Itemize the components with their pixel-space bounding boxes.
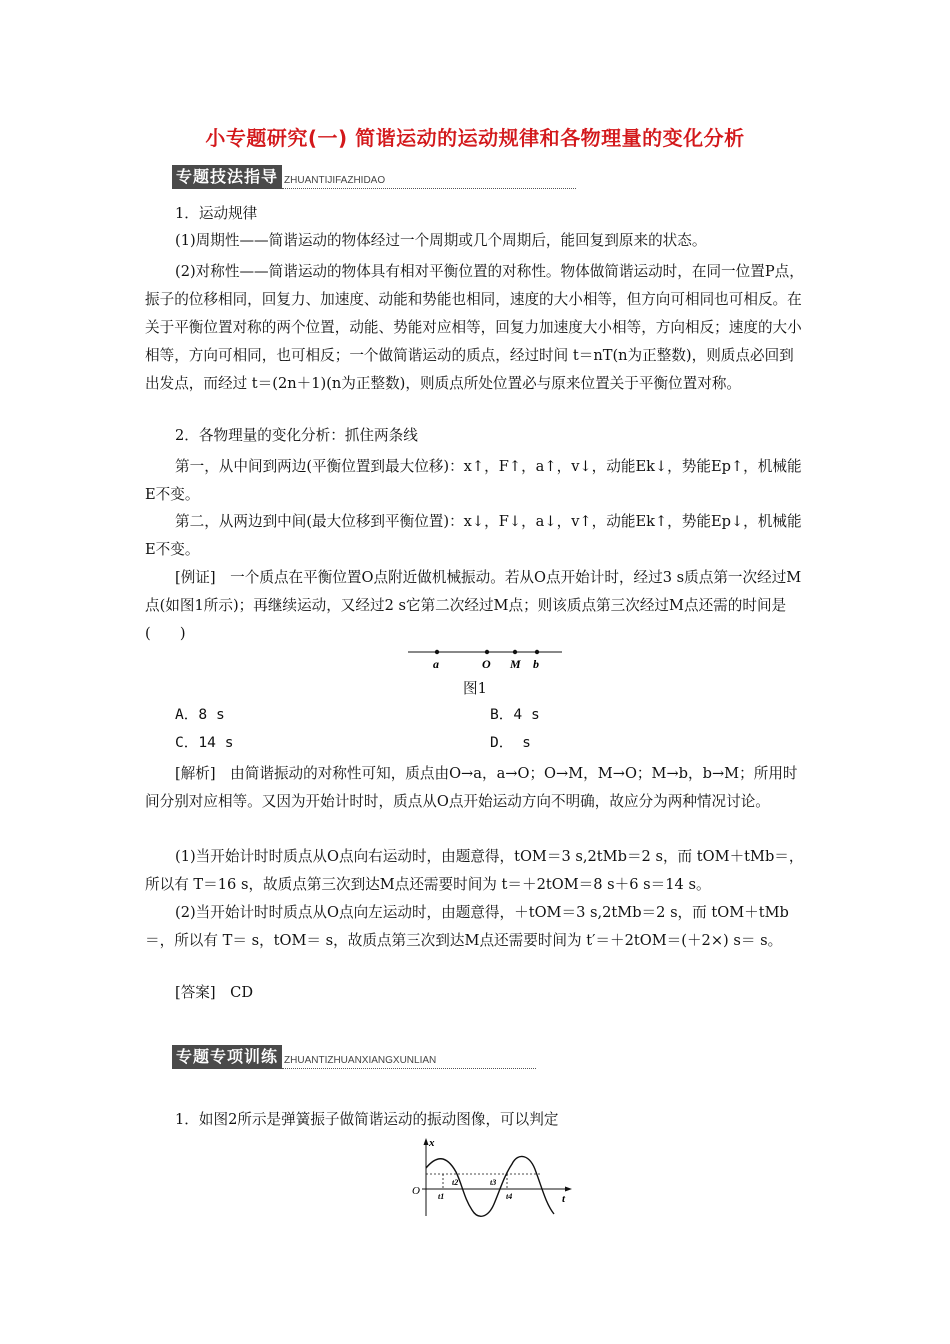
label-O: O xyxy=(482,657,491,671)
y-axis-label: x xyxy=(429,1137,435,1149)
example-question: [例证] 一个质点在平衡位置O点附近做机械振动。若从O点开始计时，经过3 s质点第一次经过M点(如图1所示)；再继续运动，又经过2 s它第二次经过M点；则该质点第三次经过M点还需的时间是( ) xyxy=(145,569,802,642)
analysis-case-2: (2)当开始计时时质点从O点向左运动时，由题意得，＋tOM＝3 s,2tMb＝2 s，而 tOM＋tMb＝，所以有 T＝ s，tOM＝ s，故质点第三次到达M点还需要时间为 t′＝＋2tOM＝(＋2×) s＝ s。 xyxy=(145,904,789,949)
heading-quantity-analysis: 2．各物理量的变化分析：抓住两条线 xyxy=(175,427,418,444)
heading-motion-law: 1．运动规律 xyxy=(175,205,258,222)
label-b: b xyxy=(533,657,539,671)
page-title: 小专题研究(一) 简谐运动的运动规律和各物理量的变化分析 xyxy=(205,126,745,150)
point-a xyxy=(435,650,439,654)
label-a: a xyxy=(433,657,439,671)
choice-c: C．14 s xyxy=(175,734,234,751)
section-pinyin: ZHUANTIZHUANXIANGXUNLIAN xyxy=(282,1055,536,1069)
para-periodicity: (1)周期性——简谐运动的物体经过一个周期或几个周期后，能回复到原来的状态。 xyxy=(175,232,707,249)
choice-b: B．4 s xyxy=(490,706,540,723)
t2-label: t2 xyxy=(452,1178,459,1187)
figure-2-graph xyxy=(408,1136,578,1221)
choice-a: A．8 s xyxy=(175,706,225,723)
section-header-method xyxy=(172,165,576,189)
analysis-intro: [解析] 由简谐振动的对称性可知，质点由O→a，a→O；O→M，M→O；M→b，b→M；所用时间分别对应相等。又因为开始计时时，质点从O点开始运动方向不明确，故应分为两种情况讨论。 xyxy=(145,765,798,810)
para-second-line: 第二，从两边到中间(最大位移到平衡位置)：x↓，F↓，a↓，v↑，动能Ek↑，势能Ep↓，机械能E不变。 xyxy=(145,513,802,558)
section-pinyin: ZHUANTIJIFAZHIDAO xyxy=(282,175,576,189)
para-symmetry: (2)对称性——简谐运动的物体具有相对平衡位置的对称性。物体做简谐运动时，在同一位置P点，振子的位移相同，回复力、加速度、动能和势能也相同，速度的大小相等，但方向可相同也可相反。在关于平衡位置对称的两个位置，动能、势能对应相等，回复力加速度大小相等，方向相反；速度的大小相等，方向可相同，也可相反；一个做简谐运动的质点，经过时间 t＝nT(n为正整数)，则质点必回到出发点，而经过 t＝(2n＋1)(n为正整数)，则质点所处位置必与原来位置关于平衡位置对称。 xyxy=(145,263,804,392)
x-axis-label: t xyxy=(562,1193,566,1205)
para-first-line: 第一，从中间到两边(平衡位置到最大位移)：x↑，F↑，a↑，v↓，动能Ek↓，势能Ep↑，机械能E不变。 xyxy=(145,458,802,503)
figure-1-caption: 图1 xyxy=(463,680,487,697)
t1-label: t1 xyxy=(438,1192,445,1201)
t4-label: t4 xyxy=(506,1192,513,1201)
point-b xyxy=(535,650,539,654)
choice-d: D． s xyxy=(490,734,531,751)
answer: [答案] CD xyxy=(175,984,254,1001)
section-badge: 专题技法指导 xyxy=(172,165,282,189)
section-badge: 专题专项训练 xyxy=(172,1045,282,1069)
label-M: M xyxy=(510,657,521,671)
origin-label: O xyxy=(412,1185,420,1197)
point-M xyxy=(513,650,517,654)
practice-question-1: 1．如图2所示是弹簧振子做简谐运动的振动图像，可以判定 xyxy=(175,1111,559,1128)
figure-1-line xyxy=(400,642,570,672)
analysis-case-1: (1)当开始计时时质点从O点向右运动时，由题意得，tOM＝3 s,2tMb＝2 s，而 tOM＋tMb＝，所以有 T＝16 s，故质点第三次到达M点还需要时间为 t＝＋2tOM＝8 s＋6 s＝14 s。 xyxy=(145,848,804,893)
point-O xyxy=(485,650,489,654)
section-header-practice xyxy=(172,1045,536,1069)
t3-label: t3 xyxy=(490,1178,497,1187)
